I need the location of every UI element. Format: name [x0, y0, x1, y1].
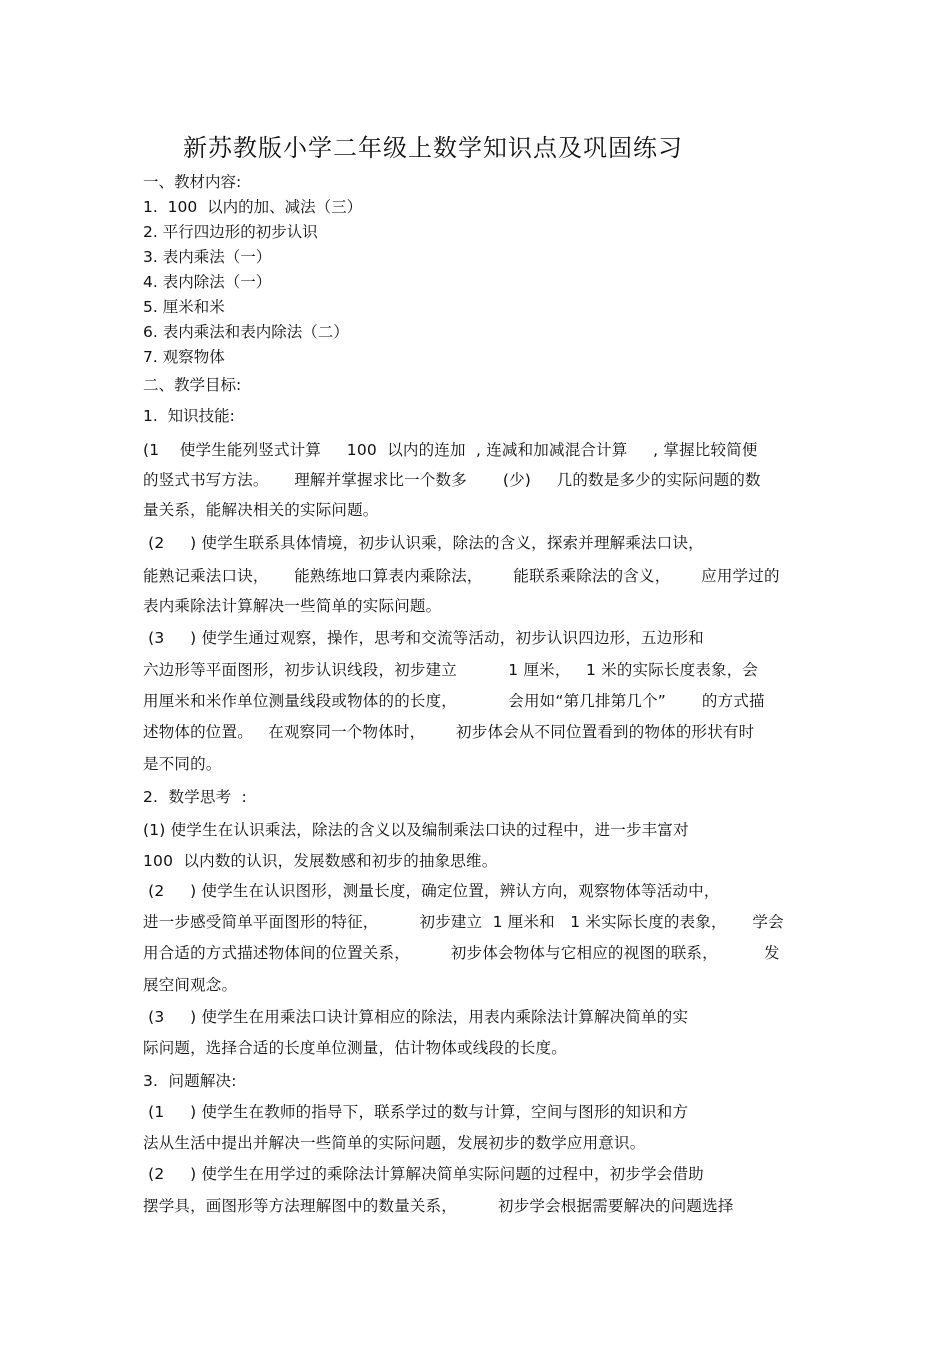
text-line: (2 ) 使学生联系具体情境，初步认识乘，除法的含义，探索并理解乘法口诀，: [143, 534, 704, 552]
text-line: (2 ) 使学生在认识图形，测量长度，确定位置，辨认方向，观察物体等活动中，: [143, 882, 720, 900]
text-line: 2. 平行四边形的初步认识: [143, 223, 318, 241]
text-line: 1. 知识技能:: [143, 407, 235, 425]
text-line: (1 使学生能列竖式计算 100 以内的连加 , 连减和加减混合计算 , 掌握比较简便: [143, 441, 758, 459]
text-line: 述物体的位置。 在观察同一个物体时， 初步体会从不同位置看到的物体的形状有时: [143, 723, 755, 741]
text-line: (3 ) 使学生通过观察，操作，思考和交流等活动，初步认识四边形，五边形和: [143, 629, 704, 647]
text-line: 表内乘除法计算解决一些简单的实际问题。: [143, 597, 442, 615]
text-line: 法从生活中提出并解决一些简单的实际问题，发展初步的数学应用意识。: [143, 1134, 646, 1152]
text-line: 一、教材内容:: [143, 173, 242, 191]
text-line: 六边形等平面图形，初步认识线段，初步建立 1 厘米， 1 米的实际长度表象，会: [143, 661, 759, 679]
text-line: 用合适的方式描述物体间的位置关系， 初步体会物体与它相应的视图的联系， 发: [143, 944, 780, 962]
text-line: 4. 表内除法（一）: [143, 273, 272, 291]
text-line: (2 ) 使学生在用学过的乘除法计算解决简单实际问题的过程中，初步学会借助: [143, 1165, 704, 1183]
text-line: 的竖式书写方法。 理解并掌握求比一个数多 (少) 几的数是多少的实际问题的数: [143, 471, 761, 489]
text-line: 5. 厘米和米: [143, 298, 225, 316]
text-line: 摆学具，画图形等方法理解图中的数量关系， 初步学会根据需要解决的问题选择: [143, 1197, 734, 1215]
text-line: (1 ) 使学生在教师的指导下，联系学过的数与计算，空间与图形的知识和方: [143, 1103, 689, 1121]
document-title: 新苏教版小学二年级上数学知识点及巩固练习: [183, 134, 683, 162]
text-line: 6. 表内乘法和表内除法（二）: [143, 323, 349, 341]
text-line: 际问题，选择合适的长度单位测量，估计物体或线段的长度。: [143, 1039, 567, 1057]
text-line: (1) 使学生在认识乘法，除法的含义以及编制乘法口诀的过程中，进一步丰富对: [143, 821, 689, 839]
text-line: 3. 表内乘法（一）: [143, 248, 272, 266]
text-line: 展空间观念。: [143, 976, 238, 994]
text-line: 进一步感受简单平面图形的特征， 初步建立 1 厘米和 1 米实际长度的表象， 学会: [143, 913, 784, 931]
text-line: 100 以内数的认识，发展数感和初步的抽象思维。: [143, 852, 498, 870]
text-line: 二、教学目标:: [143, 376, 242, 394]
text-line: 2. 数学思考 :: [143, 788, 247, 806]
text-line: 用厘米和米作单位测量线段或物体的的长度， 会用如“第几排第几个” 的方式描: [143, 692, 765, 710]
text-line: 是不同的。: [143, 755, 222, 773]
text-line: 能熟记乘法口诀， 能熟练地口算表内乘除法， 能联系乘除法的含义， 应用学过的: [143, 567, 780, 585]
text-line: 7. 观察物体: [143, 348, 225, 366]
text-line: 量关系，能解决相关的实际问题。: [143, 501, 379, 519]
text-line: (3 ) 使学生在用乘法口诀计算相应的除法，用表内乘除法计算解决简单的实: [143, 1008, 689, 1026]
text-line: 3. 问题解决:: [143, 1072, 237, 1090]
text-line: 1. 100 以内的加、减法（三）: [143, 198, 363, 216]
